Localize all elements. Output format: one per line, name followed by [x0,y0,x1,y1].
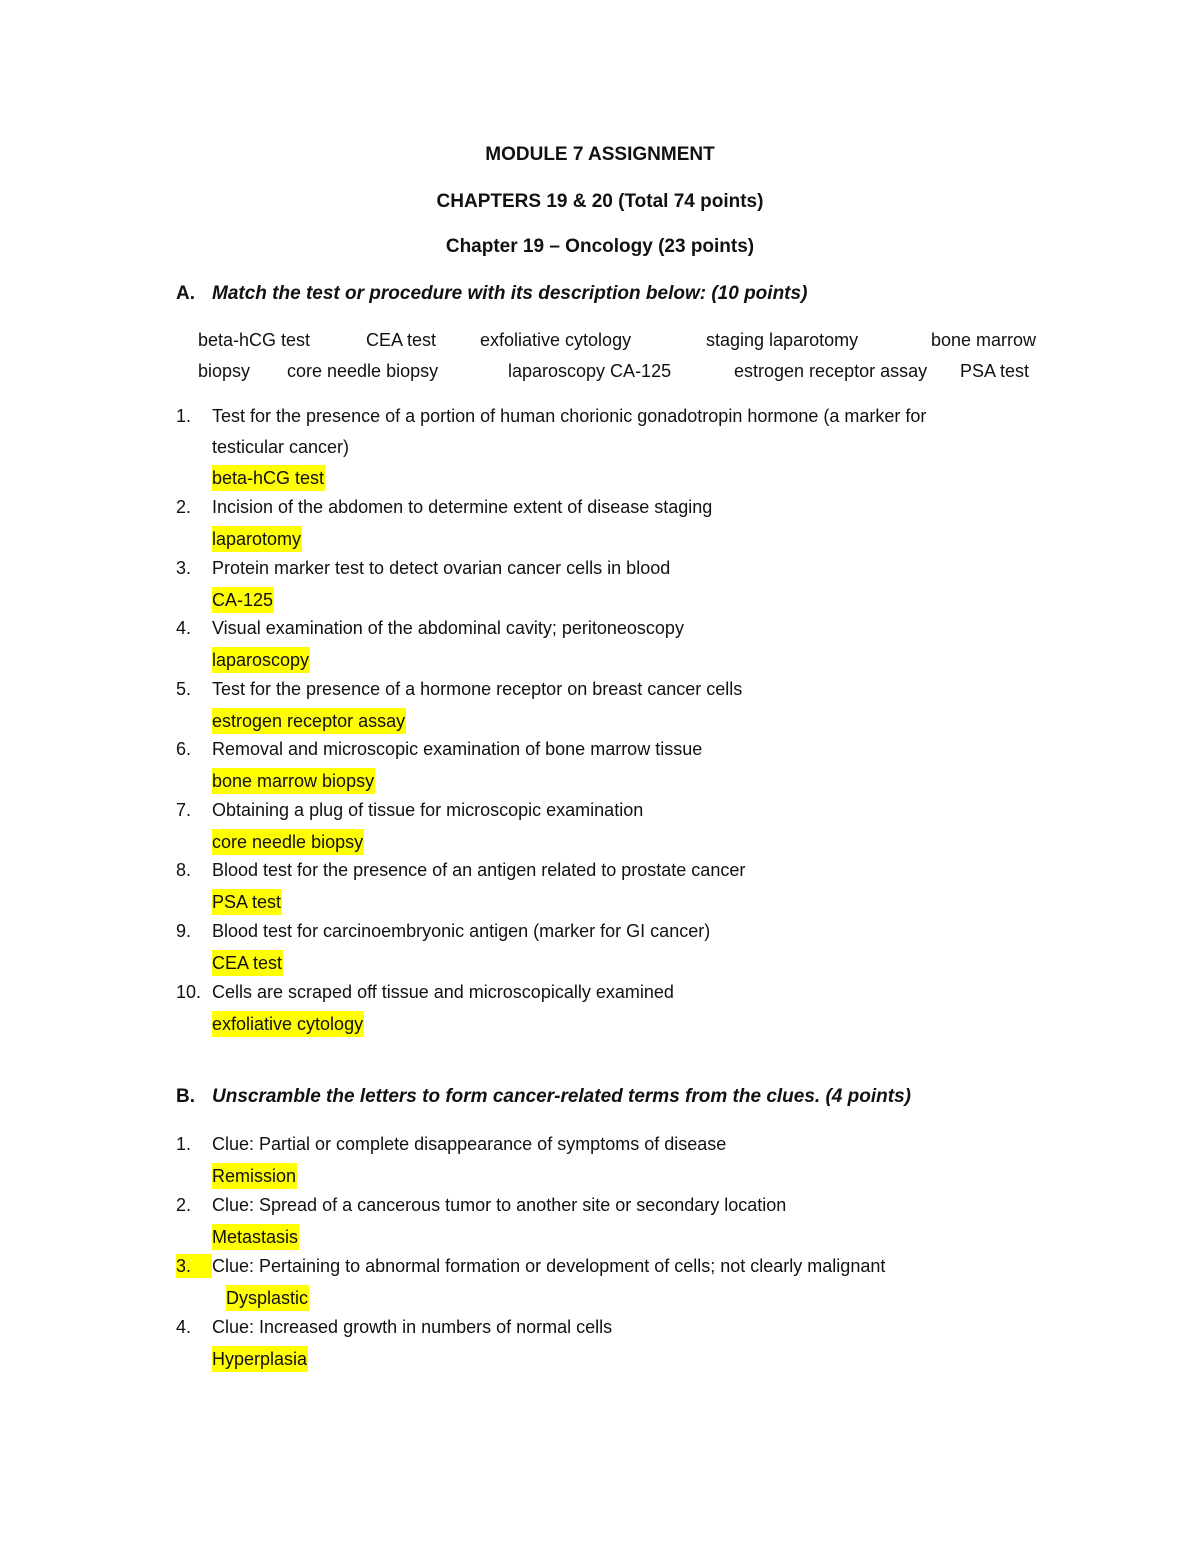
item-number: 4. [176,618,192,638]
item-clue: Clue: Spread of a cancerous tumor to another site or secondary location [212,1195,787,1215]
list-item [176,404,1056,496]
item-number: 9. [176,921,192,941]
word-bank-term: laparoscopy CA-125 [508,361,672,381]
list-item [176,677,1056,738]
item-number: 7. [176,800,192,820]
item-content [212,495,1056,556]
answer-highlight: core needle biopsy [212,829,364,855]
list-item [176,1315,1056,1376]
item-number: 4. [176,1317,192,1337]
list-item [176,798,1056,859]
answer-highlight: Remission [212,1163,297,1189]
item-number: 10. [176,982,202,1002]
word-bank-term: bone marrow [931,330,1037,350]
answer-highlight: beta-hCG test [212,465,325,491]
item-description: Test for the presence of a portion of human chorionic gonadotropin hormone (a marker for [212,406,927,426]
answer-highlight: Metastasis [212,1224,299,1250]
item-number: 5. [176,679,192,699]
section-b-heading [176,1085,911,1109]
list-item [176,1254,1056,1315]
answer-highlight: laparoscopy [212,647,310,673]
section-a-letter: A. [176,283,195,304]
answer-highlight: CEA test [212,950,283,976]
item-number: 2. [176,497,192,517]
item-content [212,798,1056,859]
answer-highlight: laparotomy [212,526,302,552]
page-subtitle: CHAPTERS 19 & 20 (Total 74 points) [436,191,764,212]
word-bank-row-2 [198,359,1078,390]
answer-highlight: exfoliative cytology [212,1011,364,1037]
item-number: 1. [176,406,192,426]
answer-highlight: Hyperplasia [212,1346,308,1372]
item-content [212,737,1056,798]
section-a-heading-text: Match the test or procedure with its description below: (10 points) [212,283,808,304]
word-bank-term: exfoliative cytology [480,330,632,350]
item-content [212,980,1056,1041]
word-bank-term: CEA test [366,330,437,350]
page-title: MODULE 7 ASSIGNMENT [485,144,715,165]
list-item [176,1132,1056,1193]
item-content [212,919,1056,980]
item-content [212,677,1056,738]
answer-highlight: bone marrow biopsy [212,768,375,794]
item-description: Removal and microscopic examination of bone marrow tissue [212,739,703,759]
item-description: Visual examination of the abdominal cavity; peritoneoscopy [212,618,684,638]
item-content [212,858,1056,919]
item-clue: Clue: Pertaining to abnormal formation or development of cells; not clearly malignant [212,1256,886,1276]
section-a-heading [176,282,807,306]
item-description: Incision of the abdomen to determine extent of disease staging [212,497,713,517]
item-content [212,556,1056,617]
list-item [176,616,1056,677]
item-description-cont: testicular cancer) [212,436,350,457]
word-bank-term: biopsy [198,361,251,381]
word-bank-term: PSA test [960,361,1030,381]
section-b-letter: B. [176,1086,195,1107]
answer-highlight: estrogen receptor assay [212,708,406,734]
item-content [212,1254,1056,1315]
item-content [212,1132,1056,1193]
list-item [176,919,1056,980]
item-number: 3. [176,1254,212,1278]
item-clue: Clue: Partial or complete disappearance of symptoms of disease [212,1134,727,1154]
item-content [212,616,1056,677]
word-bank-term: beta-hCG test [198,330,311,350]
section-b-heading-text: Unscramble the letters to form cancer-related terms from the clues. (4 points) [212,1086,911,1107]
list-item [176,556,1056,617]
item-content [212,1193,1056,1254]
word-bank-term: staging laparotomy [706,330,859,350]
item-clue: Clue: Increased growth in numbers of normal cells [212,1317,613,1337]
list-item [176,980,1056,1041]
item-number: 8. [176,860,192,880]
item-description: Test for the presence of a hormone receptor on breast cancer cells [212,679,743,699]
item-number: 3. [176,558,192,578]
list-item [176,737,1056,798]
answer-highlight: Dysplastic [226,1285,309,1311]
item-description: Protein marker test to detect ovarian cancer cells in blood [212,558,671,578]
answer-highlight: CA-125 [212,587,274,613]
item-content [212,404,1056,496]
item-number: 2. [176,1195,192,1215]
item-description: Blood test for carcinoembryonic antigen (marker for GI cancer) [212,921,711,941]
item-description: Obtaining a plug of tissue for microscopic examination [212,800,644,820]
list-item [176,495,1056,556]
item-description: Cells are scraped off tissue and microscopically examined [212,982,674,1002]
list-item [176,858,1056,919]
item-description: Blood test for the presence of an antigen related to prostate cancer [212,860,746,880]
word-bank-row-1 [198,328,1078,359]
word-bank-term: core needle biopsy [287,361,439,381]
item-content [212,1315,1056,1376]
list-item [176,1193,1056,1254]
word-bank-term: estrogen receptor assay [734,361,928,381]
item-number: 6. [176,739,192,759]
answer-highlight: PSA test [212,889,282,915]
word-bank [198,328,1078,390]
item-number: 1. [176,1134,192,1154]
chapter-heading: Chapter 19 – Oncology (23 points) [445,236,755,257]
